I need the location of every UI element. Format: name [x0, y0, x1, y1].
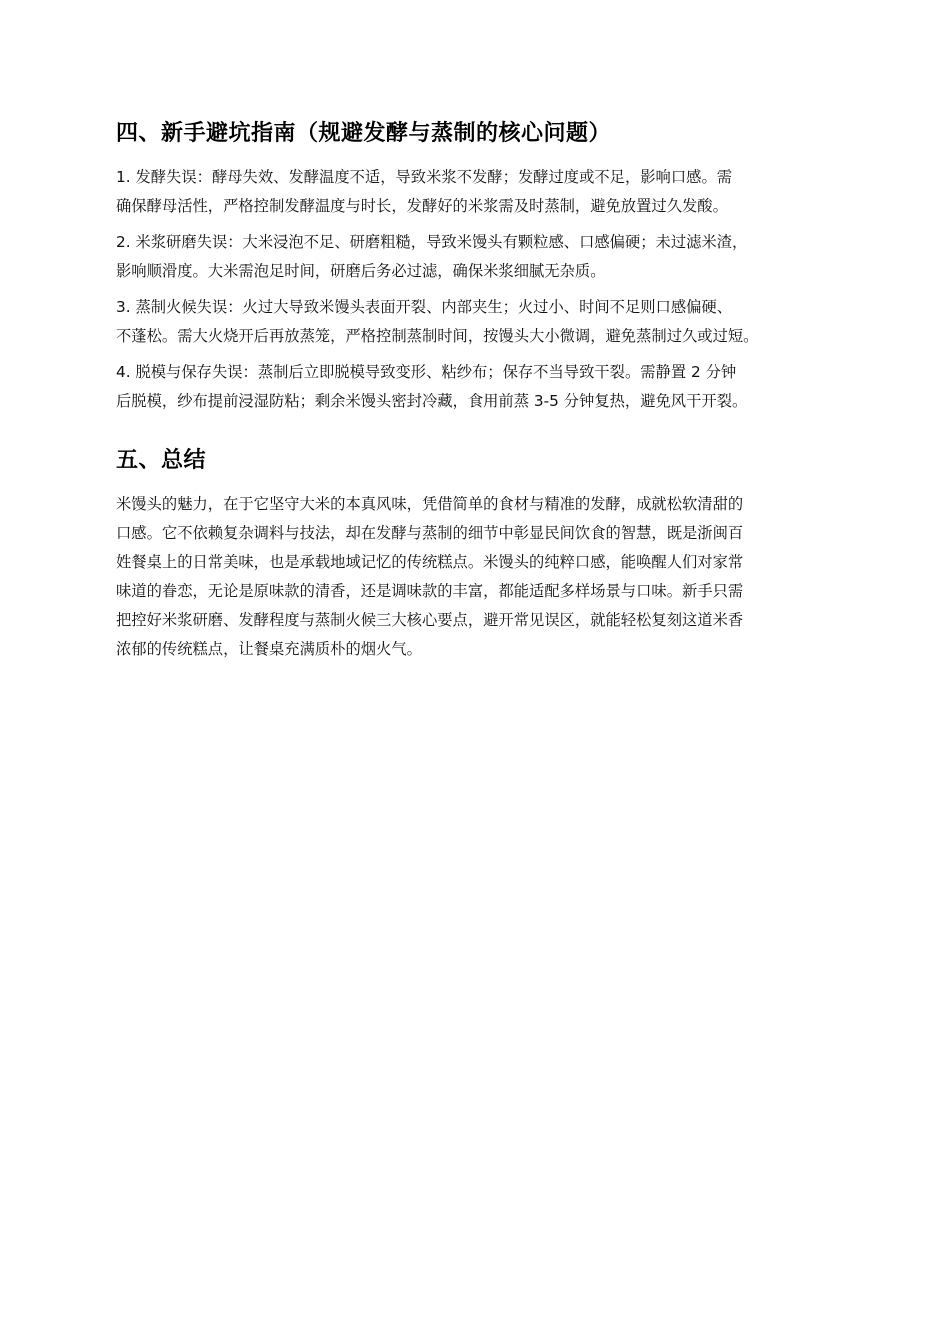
paragraph-line: 确保酵母活性，严格控制发酵温度与时长，发酵好的米浆需及时蒸制，避免放置过久发酸。	[116, 197, 728, 215]
paragraph-line: 3. 蒸制火候失误：火过大导致米馒头表面开裂、内部夹生；火过小、时间不足则口感偏硬、	[116, 298, 733, 316]
section-heading-summary: 五、总结	[116, 448, 207, 473]
pitfall-item-demolding-storage	[116, 358, 848, 416]
paragraph-line: 浓郁的传统糕点，让餐桌充满质朴的烟火气。	[116, 640, 422, 658]
summary-paragraph	[116, 490, 848, 664]
paragraph-line: 2. 米浆研磨失误：大米浸泡不足、研磨粗糙，导致米馒头有颗粒感、口感偏硬；未过滤米渣，	[116, 233, 748, 251]
section-heading-pitfall-guide: 四、新手避坑指南（规避发酵与蒸制的核心问题）	[116, 121, 612, 146]
paragraph-line: 姓餐桌上的日常美味，也是承载地域记忆的传统糕点。米馒头的纯粹口感，能唤醒人们对家常	[116, 553, 744, 571]
paragraph-line: 口感。它不依赖复杂调料与技法，却在发酵与蒸制的细节中彰显民间饮食的智慧，既是浙闽百	[116, 524, 744, 542]
paragraph-line: 不蓬松。需大火烧开后再放蒸笼，严格控制蒸制时间，按馒头大小微调，避免蒸制过久或过短。	[116, 327, 759, 345]
paragraph-line: 把控好米浆研磨、发酵程度与蒸制火候三大核心要点，避开常见误区，就能轻松复刻这道米香	[116, 611, 744, 629]
paragraph-line: 1. 发酵失误：酵母失效、发酵温度不适，导致米浆不发酵；发酵过度或不足，影响口感。需	[116, 168, 733, 186]
paragraph-line: 后脱模，纱布提前浸湿防粘；剩余米馒头密封冷藏，食用前蒸 3-5 分钟复热，避免风干开裂。	[116, 392, 748, 410]
paragraph-line: 味道的眷恋，无论是原味款的清香，还是调味款的丰富，都能适配多样场景与口味。新手只需	[116, 582, 744, 600]
pitfall-item-steaming	[116, 293, 848, 351]
paragraph-line: 米馒头的魅力，在于它坚守大米的本真风味，凭借简单的食材与精准的发酵，成就松软清甜的	[116, 495, 744, 513]
pitfall-item-fermentation	[116, 163, 848, 221]
paragraph-line: 4. 脱模与保存失误：蒸制后立即脱模导致变形、粘纱布；保存不当导致干裂。需静置 2 分钟	[116, 363, 737, 381]
pitfall-item-grinding	[116, 228, 848, 286]
paragraph-line: 影响顺滑度。大米需泡足时间，研磨后务必过滤，确保米浆细腻无杂质。	[116, 262, 606, 280]
